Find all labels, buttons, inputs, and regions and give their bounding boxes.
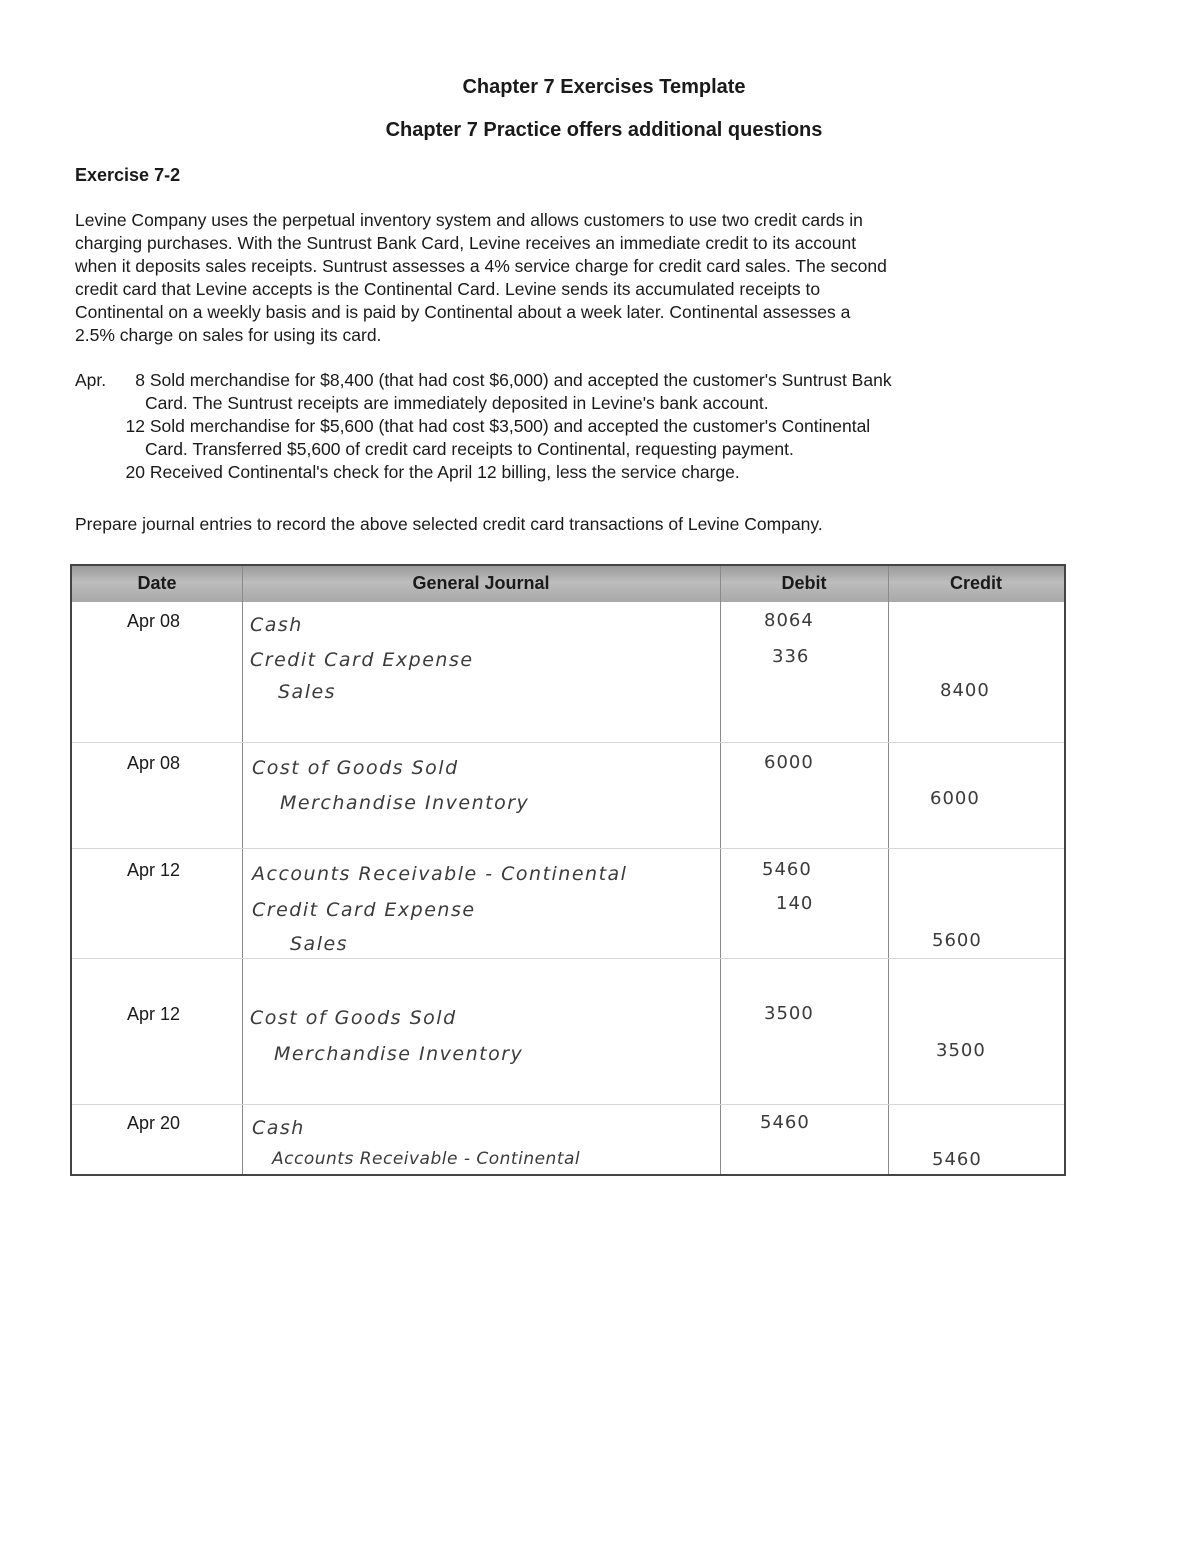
column-divider [242,566,243,1174]
credit-amount: 3500 [936,1040,986,1061]
account-name: Cash [250,614,303,636]
account-name: Accounts Receivable - Continental [272,1149,581,1169]
debit-amount: 5460 [762,859,812,880]
account-name: Merchandise Inventory [274,1043,524,1065]
problem-line: when it deposits sales receipts. Suntrust assesses a 4% service charge for credit card sales. The second [75,256,887,276]
problem-line: charging purchases. With the Suntrust Bank Card, Levine receives an immediate credit to its account [75,233,857,253]
problem-line: credit card that Levine accepts is the Continental Card. Levine sends its accumulated receipts to [75,279,821,299]
credit-amount: 6000 [930,788,980,809]
column-divider [888,566,889,1174]
debit-amount: 6000 [764,752,814,773]
transaction-text-continued: Card. The Suntrust receipts are immediately deposited in Levine's bank account. [145,393,769,413]
header-general-journal: General Journal [412,573,550,593]
debit-amount: 8064 [764,610,814,631]
transaction-text-continued: Card. Transferred $5,600 of credit card receipts to Continental, requesting payment. [145,439,794,459]
account-name: Merchandise Inventory [280,792,530,814]
entry-divider [72,848,1064,849]
exercise-label: Exercise 7-2 [75,165,181,185]
entry-date: Apr 20 [127,1113,181,1133]
credit-amount: 5600 [932,930,982,951]
general-journal-table [70,564,1066,1176]
header-debit: Debit [781,573,827,593]
transaction-day: 12 [125,416,145,436]
page-title: Chapter 7 Exercises Template [462,76,746,98]
entry-date: Apr 12 [127,860,181,880]
entry-divider [72,1104,1064,1105]
entry-divider [72,958,1064,959]
page-subtitle: Chapter 7 Practice offers additional questions [385,119,823,141]
transaction-item [75,415,1035,461]
account-name: Cash [252,1117,305,1139]
transaction-month: Apr. [75,370,107,390]
account-name: Sales [290,933,349,955]
entry-date: Apr 12 [127,1004,181,1024]
account-name: Cost of Goods Sold [250,1007,457,1029]
transaction-day: 8 [135,370,145,390]
account-name: Accounts Receivable - Continental [252,863,628,885]
problem-statement [75,209,1025,347]
journal-header-row [72,566,1064,602]
entry-date: Apr 08 [127,611,181,631]
debit-amount: 336 [772,646,810,667]
account-name: Credit Card Expense [252,899,476,921]
transaction-text: Sold merchandise for $8,400 (that had cost $6,000) and accepted the customer's Suntrust Bank [149,370,892,390]
transaction-text: Received Continental's check for the April 12 billing, less the service charge. [149,462,740,482]
transaction-item [75,369,1035,415]
debit-amount: 5460 [760,1112,810,1133]
problem-line: 2.5% charge on sales for using its card. [75,325,382,345]
account-name: Credit Card Expense [250,649,474,671]
instruction-text: Prepare journal entries to record the above selected credit card transactions of Levine Company. [75,514,823,534]
credit-amount: 8400 [940,680,990,701]
debit-amount: 140 [776,893,814,914]
transaction-text: Sold merchandise for $5,600 (that had cost $3,500) and accepted the customer's Continental [149,416,871,436]
transaction-item [75,461,1035,484]
debit-amount: 3500 [764,1003,814,1024]
account-name: Sales [278,681,337,703]
transaction-day: 20 [125,462,145,482]
entry-date: Apr 08 [127,753,181,773]
credit-amount: 5460 [932,1149,982,1170]
problem-line: Continental on a weekly basis and is paid by Continental about a week later. Continental assesses a [75,302,851,322]
entry-divider [72,742,1064,743]
problem-line: Levine Company uses the perpetual inventory system and allows customers to use two credit cards in [75,210,863,230]
header-credit: Credit [949,573,1002,593]
column-divider [720,566,721,1174]
header-date: Date [137,573,177,593]
account-name: Cost of Goods Sold [252,757,459,779]
